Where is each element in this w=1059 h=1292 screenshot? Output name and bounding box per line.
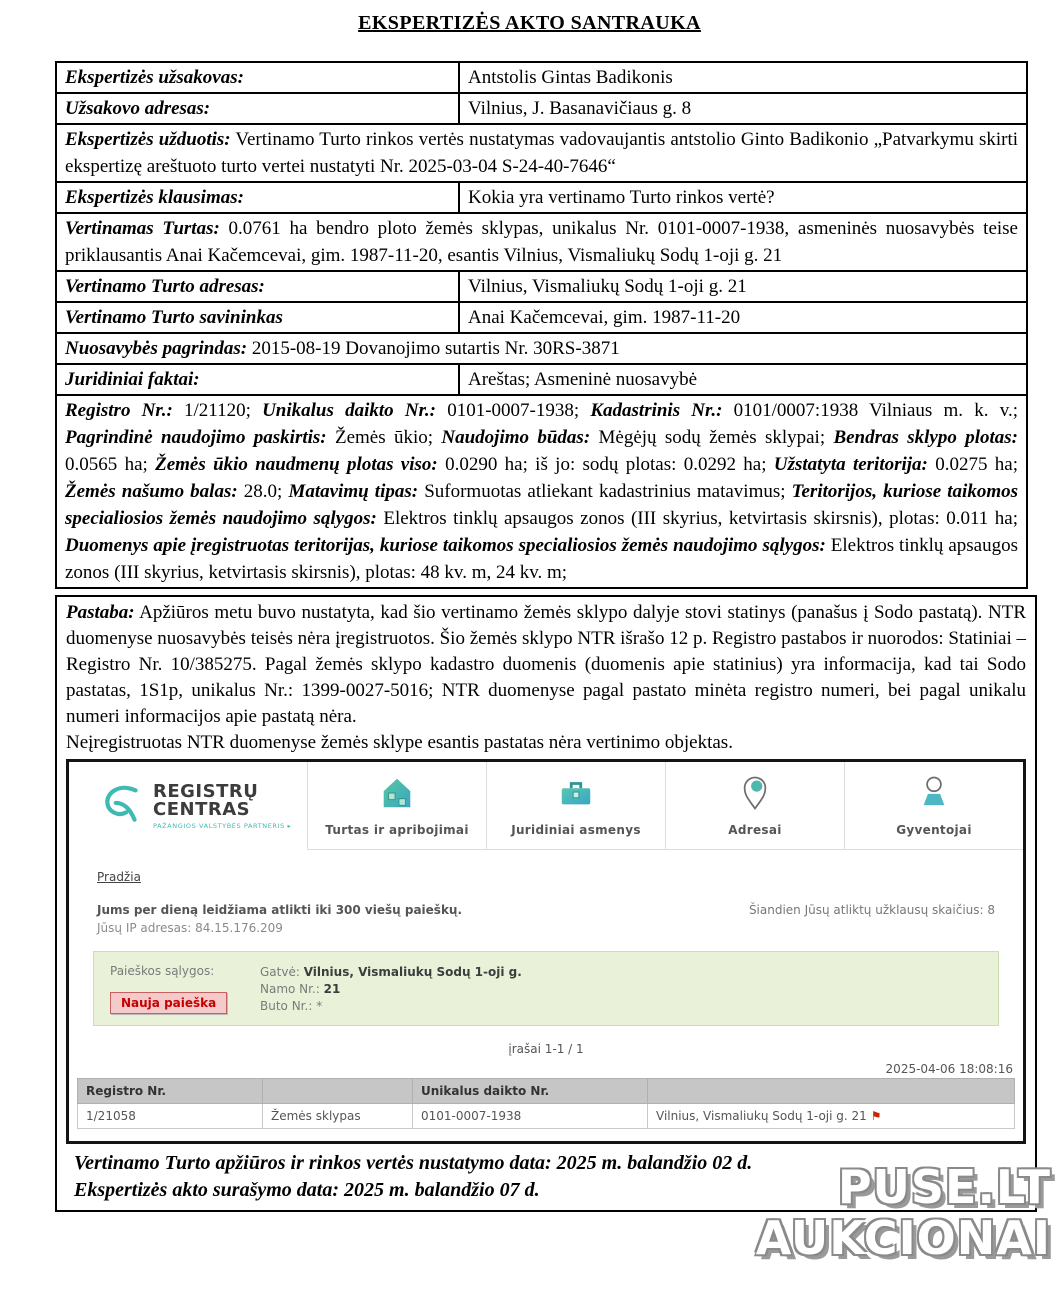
row-label: Ekspertizės užsakovas:	[56, 62, 459, 93]
house-label: Namo Nr.:	[260, 982, 324, 996]
registru-centras-screenshot	[66, 759, 1026, 1144]
row-value: Vilnius, Vismaliukų Sodų 1-oji g. 21	[459, 271, 1027, 302]
flat-line	[260, 998, 522, 1015]
row-label: Juridiniai faktai:	[56, 364, 459, 395]
inspection-date-line: Vertinamo Turto apžiūros ir rinkos vertės nustatymo data: 2025 m. balandžio 02 d.	[74, 1152, 753, 1174]
row-label: Ekspertizės klausimas:	[56, 182, 459, 213]
row-text: Ekspertizės užduotis: Vertinamo Turto rinkos vertės nustatymas vadovaujantis antstolio Ginto Badikonio „Patvarkymu skirti ekspertizę areštuoto turto vertei nustatyti Nr. 2025-03-04 S-24-40-7646“	[56, 124, 1027, 182]
note-last-line: Neįregistruotas NTR duomenyse žemės sklype esantis pastatas nėra vertinimo objektas.	[66, 732, 733, 753]
search-conditions-panel	[93, 951, 999, 1026]
logo-line2: CENTRAS	[153, 798, 251, 820]
logo-line1: REGISTRŲ	[153, 780, 259, 802]
flag-icon: ⚑	[870, 1109, 882, 1123]
nav-label: Juridiniai asmenys	[511, 823, 641, 837]
breadcrumb-pradzia[interactable]: Pradžia	[97, 870, 141, 884]
cell-address: Vilnius, Vismaliukų Sodų 1-oji g. 21 ⚑	[648, 1104, 1015, 1129]
nav-item-adresai[interactable]	[665, 762, 844, 850]
table-row	[56, 395, 1027, 588]
note-paragraph: Pastaba: Apžiūros metu buvo nustatyta, kad šio vertinamo žemės sklypo dalyje stovi statinys (panašus į Sodo pastatą). NTR duomenyse nuosavybės teisės nėra įregistruotos. Šio žemės sklypo NTR išrašo 12 p. Registro pastabos ir nuorodos: Statiniai – Registro Nr. 10/385275. Pagal žemės sklypo kadastro duomenis (duomenis apie statinius) yra informacija, kad tai Sodo pastatas, 1S1p, unikalus Nr.: 1399-0027-5016; NTR duomenyse pagal pastato minėta registro numeri, bei pagal unikalu numeri informacijos apie pastatą nėra.	[66, 602, 1026, 727]
street-value: Vilnius, Vismaliukų Sodų 1-oji g.	[303, 965, 522, 979]
col-empty	[263, 1079, 413, 1104]
street-line	[260, 964, 522, 981]
row-value: Areštas; Asmeninė nuosavybė	[459, 364, 1027, 395]
table-row	[56, 62, 1027, 93]
records-count-text: įrašai 1-1 / 1	[508, 1042, 584, 1056]
row-value: Kokia yra vertinamo Turto rinkos vertė?	[459, 182, 1027, 213]
table-row	[56, 124, 1027, 182]
row-text: Nuosavybės pagrindas: 2015-08-19 Dovanojimo sutartis Nr. 30RS-3871	[56, 333, 1027, 364]
house-icon	[377, 774, 417, 816]
new-search-button[interactable]: Nauja paieška	[110, 992, 227, 1014]
results-data-row[interactable]	[78, 1104, 1015, 1129]
summary-table	[55, 61, 1028, 589]
cell-object-type: Žemės sklypas	[263, 1104, 413, 1129]
nav-label: Gyventojai	[896, 823, 972, 837]
table-row	[56, 213, 1027, 271]
table-row	[56, 182, 1027, 213]
watermark-aukcionai: AUKCIONAI	[755, 1211, 1051, 1265]
house-line	[260, 981, 522, 998]
briefcase-icon	[556, 774, 596, 816]
table-row	[56, 364, 1027, 395]
registry-details-text: Registro Nr.: 1/21120; Unikalus daikto Nr.: 0101-0007-1938; Kadastrinis Nr.: 0101/0007:1938 Vilniaus m. k. v.; Pagrindinė naudojimo paskirtis: Žemės ūkio; Naudojimo būdas: Mėgėjų sodų žemės sklypai; Bendras sklypo plotas: 0.0565 ha; Žemės ūkio naudmenų plotas viso: 0.0290 ha; iš jo: sodų plotas: 0.0292 ha; Užstatyta teritorija: 0.0275 ha; Žemės našumo balas: 28.0; Matavimų tipas: Suformuotas atliekant kadastrinius matavimus; Teritorijos, kuriose taikomos specialiosios žemės naudojimo sąlygos: Elektros tinklų apsaugos zonos (III skyrius, ketvirtasis skirsnis), plotas: 0.011 ha; Duomenys apie įregistruotas teritorijas, kuriose taikomos specialiosios žemės naudojimo sąlygos: Elektros tinklų apsaugos zonos (III skyrius, ketvirtasis skirsnis), plotas: 48 kv. m, 24 kv. m;	[56, 395, 1027, 588]
flat-label: Buto Nr.:	[260, 999, 317, 1013]
row-label: Vertinamo Turto adresas:	[56, 271, 459, 302]
site-nav	[307, 762, 1023, 850]
table-row	[56, 302, 1027, 333]
nav-label: Adresai	[728, 823, 782, 837]
results-header-row	[78, 1079, 1015, 1104]
timestamp: 2025-04-06 18:08:16	[885, 1062, 1013, 1076]
flat-value: *	[316, 999, 323, 1013]
site-header	[69, 762, 1023, 850]
today-count-text: Šiandien Jūsų atliktų užklausų skaičius: 8	[748, 903, 995, 917]
ip-address-text: Jūsų IP adresas: 84.15.176.209	[97, 921, 283, 935]
logo-tagline: PAŽANGIOS VALSTYBĖS PARTNERIS ▸	[153, 821, 292, 830]
nav-label: Turtas ir apribojimai	[325, 823, 469, 837]
house-value: 21	[323, 982, 341, 996]
nav-item-juridiniai[interactable]	[486, 762, 665, 850]
registru-centras-logo	[69, 762, 307, 850]
results-table	[77, 1078, 1015, 1129]
map-pin-icon	[735, 774, 775, 816]
row-value: Antstolis Gintas Badikonis	[459, 62, 1027, 93]
search-conditions-label: Paieškos sąlygos:	[110, 964, 215, 978]
nav-item-gyventojai[interactable]	[844, 762, 1023, 850]
cell-unikalus-nr: 0101-0007-1938	[413, 1104, 648, 1129]
street-label: Gatvė:	[260, 965, 304, 979]
col-registro-nr: Registro Nr.	[78, 1079, 263, 1104]
col-unikalus-nr: Unikalus daikto Nr.	[413, 1079, 648, 1104]
row-label: Vertinamo Turto savininkas	[56, 302, 459, 333]
nav-item-turtas[interactable]	[307, 762, 486, 850]
table-row	[56, 93, 1027, 124]
rc-monogram-icon	[99, 781, 145, 831]
cell-registro-nr: 1/21058	[78, 1104, 263, 1129]
daily-quota-text: Jums per dieną leidžiama atlikti iki 300 viešų paieškų.	[97, 903, 463, 917]
row-value: Anai Kačemcevai, gim. 1987-11-20	[459, 302, 1027, 333]
col-empty	[648, 1079, 1015, 1104]
person-icon	[914, 774, 954, 816]
row-text: Vertinamas Turtas: 0.0761 ha bendro ploto žemės sklypas, unikalus Nr. 0101-0007-1938, asmeninės nuosavybės teise priklausantis Anai Kačemcevai, gim. 1987-11-20, esantis Vilnius, Vismaliukų Sodų 1-oji g. 21	[56, 213, 1027, 271]
row-label: Užsakovo adresas:	[56, 93, 459, 124]
table-row	[56, 333, 1027, 364]
note-and-screenshot-box	[55, 595, 1037, 1212]
report-date-line: Ekspertizės akto surašymo data: 2025 m. balandžio 07 d.	[74, 1179, 540, 1201]
page-title: EKSPERTIZĖS AKTO SANTRAUKA	[358, 12, 701, 34]
table-row	[56, 271, 1027, 302]
watermark-puse-lt: PUSE.LT	[837, 1160, 1051, 1214]
row-value: Vilnius, J. Basanavičiaus g. 8	[459, 93, 1027, 124]
quota-info-row	[97, 903, 995, 935]
